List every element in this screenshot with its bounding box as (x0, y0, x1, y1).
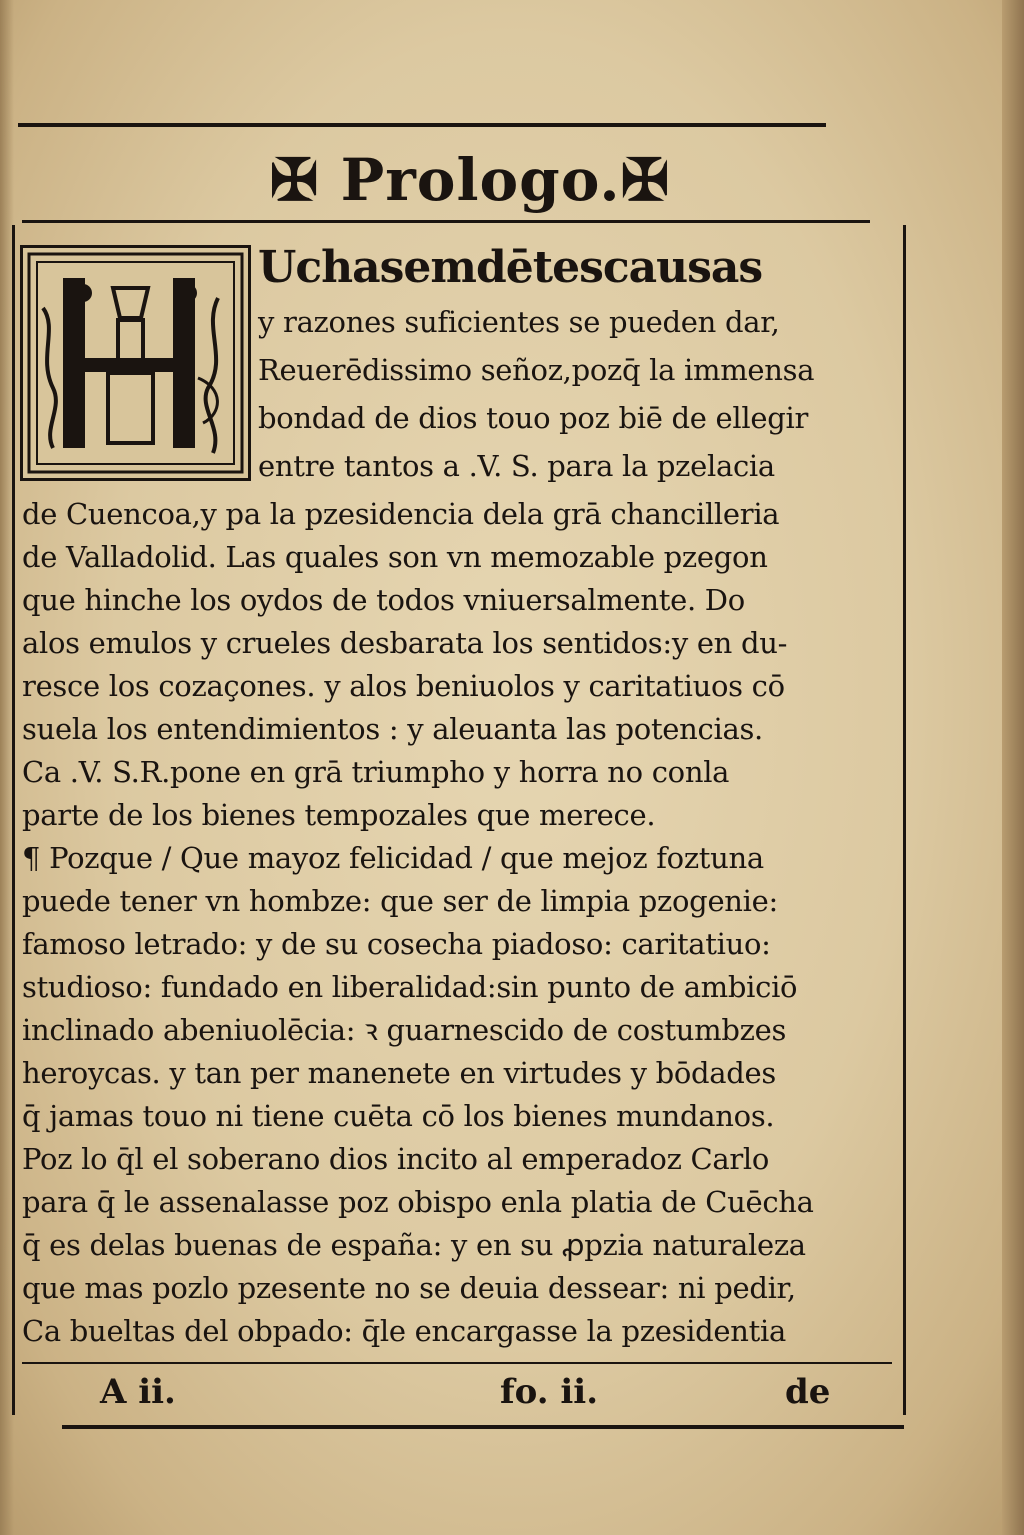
first-text-line: Uchasemdētescausas (258, 242, 763, 293)
text-line: que hinche los oydos de todos vniuersalmente. Do (22, 583, 745, 617)
text-line: Poz lo q̄l el soberano dios incito al emperadoz Carlo (22, 1142, 770, 1176)
woodcut-initial-illustration (20, 245, 251, 481)
text-line: y razones suficientes se pueden dar, (258, 305, 780, 339)
catchword: de (785, 1372, 831, 1412)
text-line: Ca bueltas del obpado: q̄le encargasse la pzesidentia (22, 1314, 786, 1348)
folio-number: fo. ii. (500, 1372, 599, 1412)
page-right-edge (1002, 0, 1024, 1535)
text-line: heroycas. y tan per manenete en virtudes y bōdades (22, 1056, 776, 1090)
text-line: resce los cozaçones. y alos beniuolos y caritatiuos cō (22, 669, 785, 703)
text-line: ¶ Pozque / Que mayoz felicidad / que mejoz foztuna (22, 841, 764, 875)
text-line: entre tantos a .V. S. para la pzelacia (258, 449, 775, 483)
text-line: Ca .V. S.R.pone en grā triumpho y horra no conla (22, 755, 730, 789)
decorated-initial-icon (23, 248, 248, 478)
footer-upper-rule (22, 1362, 892, 1364)
signature-mark: A ii. (100, 1372, 176, 1412)
text-line: famoso letrado: y de su cosecha piadoso: caritatiuo: (22, 927, 771, 961)
text-line: suela los entendimientos : y aleuanta las potencias. (22, 712, 763, 746)
text-line: puede tener vn hombze: que ser de limpia pzogenie: (22, 884, 778, 918)
text-line: que mas pozlo pzesente no se deuia dessear: ni pedir, (22, 1271, 796, 1305)
text-line: q̄ es delas buenas de españa: y en su ꝓpzia naturaleza (22, 1228, 806, 1262)
text-line: de Cuencoa,y pa la pzesidencia dela grā chancilleria (22, 497, 780, 531)
title-underline-rule (22, 220, 870, 223)
text-line: studioso: fundado en liberalidad:sin punto de ambiciō (22, 970, 798, 1004)
text-line: para q̄ le assenalasse poz obispo enla platia de Cuēcha (22, 1185, 814, 1219)
text-line: parte de los bienes tempozales que merece. (22, 798, 656, 832)
text-line: inclinado abeniuolēcia: ꝛ guarnescido de costumbzes (22, 1013, 787, 1047)
bottom-rule (62, 1425, 904, 1429)
text-line: bondad de dios touo poz biē de ellegir (258, 401, 809, 435)
text-line: q̄ jamas touo ni tiene cuēta cō los bienes mundanos. (22, 1099, 775, 1133)
text-line: de Valladolid. Las quales son vn memozable pzegon (22, 540, 768, 574)
top-rule (18, 123, 826, 127)
text-line: Reuerēdissimo señoz,pozq̄ la immensa (258, 353, 815, 387)
text-line: alos emulos y crueles desbarata los sentidos:y en du- (22, 626, 788, 660)
page-title: ✠ Prologo.✠ (269, 146, 671, 214)
